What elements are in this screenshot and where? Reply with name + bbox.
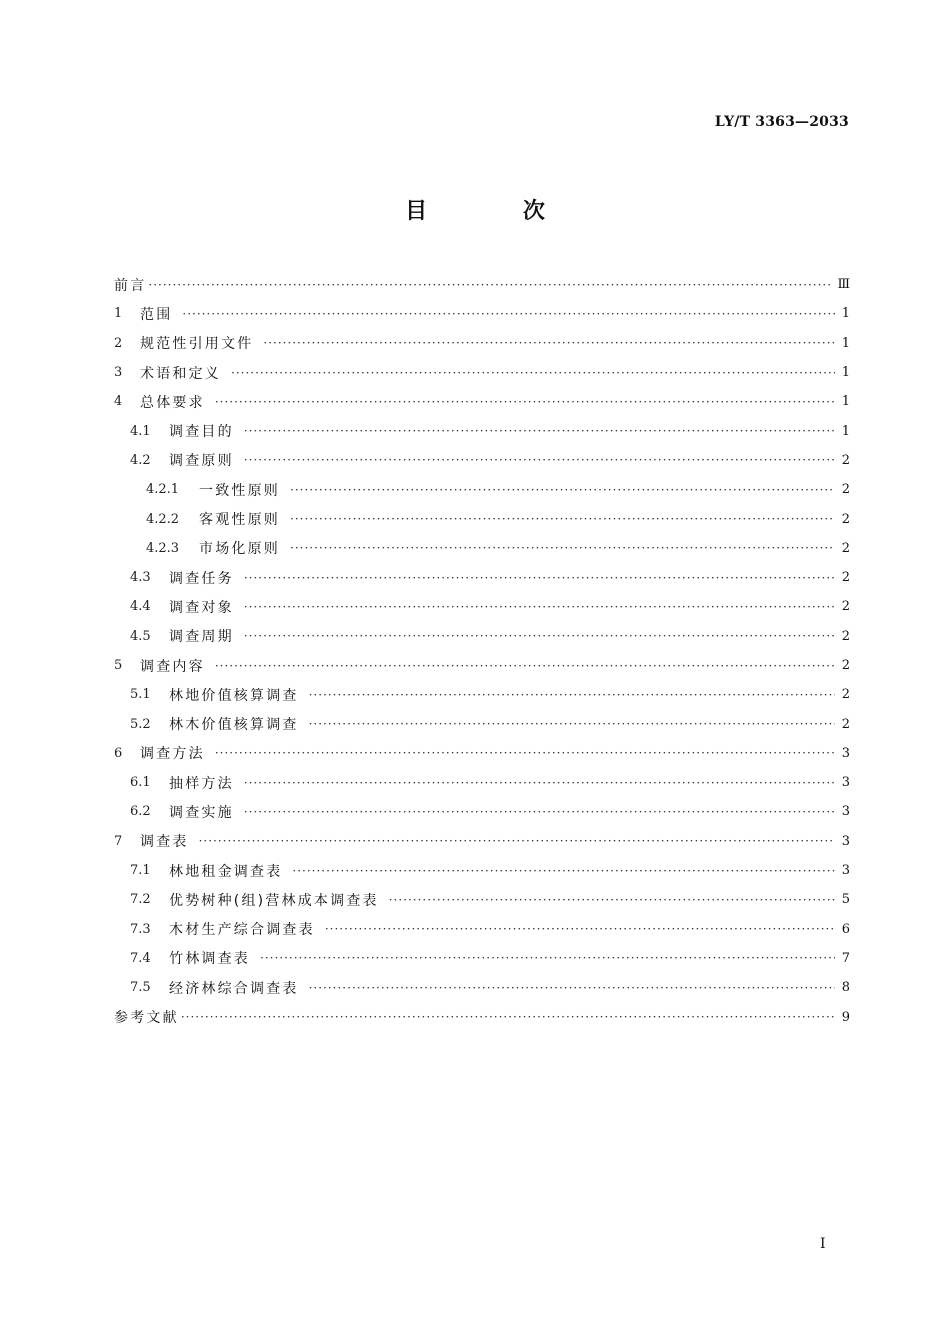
toc-entry-number: 7.3 (130, 921, 151, 937)
toc-entry[interactable] (114, 504, 850, 533)
dot-leader (290, 511, 835, 527)
toc-entry[interactable] (114, 299, 850, 328)
dot-leader (181, 1009, 835, 1025)
dot-leader (182, 306, 835, 322)
toc-entry-number: 1 (114, 306, 123, 322)
toc-entry-number: 4.1 (130, 423, 151, 439)
dot-leader (199, 833, 835, 849)
toc-entry-number: 4.2.1 (146, 482, 180, 498)
toc-entry-number: 4.2 (130, 452, 151, 468)
dot-leader (244, 628, 835, 644)
toc-entry[interactable] (114, 592, 850, 621)
dot-leader (290, 482, 835, 498)
toc-entry[interactable] (114, 709, 850, 738)
toc-entry[interactable] (114, 446, 850, 475)
toc-entry-number: 7.2 (130, 892, 151, 908)
toc-entry-label: 调查方法 (140, 746, 205, 763)
dot-leader (215, 745, 835, 761)
toc-entry-label: 规范性引用文件 (140, 336, 254, 353)
toc-entry-number: 5.2 (130, 716, 151, 732)
toc-entry-page-number: 2 (841, 511, 850, 527)
toc-entry-label: 林木价值核算调查 (169, 717, 299, 734)
toc-entry-label: 优势树种(组)营林成本调查表 (169, 892, 379, 909)
toc-entry-number: 5 (114, 658, 123, 673)
toc-entry[interactable] (114, 739, 850, 768)
toc-entry[interactable] (114, 944, 850, 973)
toc-entry-number: 7 (114, 833, 123, 849)
toc-entry-number: 7.1 (130, 863, 151, 879)
dot-leader (292, 863, 835, 879)
toc-entry-page-number: 2 (841, 658, 850, 673)
dot-leader (260, 950, 835, 966)
dot-leader (309, 980, 835, 996)
toc-entry-label: 调查原则 (169, 453, 234, 470)
toc-entry-page-number: 2 (841, 452, 850, 468)
toc-entry-page-number: 2 (841, 599, 850, 615)
toc-entry-label: 抽样方法 (169, 775, 234, 792)
toc-entry-page-number: 3 (841, 775, 850, 791)
toc-entry[interactable] (114, 563, 850, 592)
toc-entry[interactable] (114, 534, 850, 563)
toc-entry-page-number: 9 (841, 1009, 850, 1025)
toc-entry[interactable] (114, 797, 850, 826)
toc-entry[interactable] (114, 358, 850, 387)
toc-entry[interactable] (114, 885, 850, 914)
toc-entry-page-number: 3 (841, 804, 850, 820)
toc-entry-page-number: 1 (841, 394, 850, 410)
toc-entry-page-number: Ⅲ (837, 277, 850, 293)
toc-entry-number: 6.2 (130, 804, 151, 820)
toc-entry-number: 4 (114, 394, 123, 410)
toc-entry-label: 调查内容 (140, 658, 205, 675)
toc-entry-label: 调查对象 (169, 599, 234, 616)
toc-entry-page-number: 1 (841, 423, 850, 439)
toc-entry-page-number: 2 (841, 628, 850, 644)
toc-entry-page-number: 1 (841, 335, 850, 351)
toc-entry-page-number: 5 (841, 892, 850, 908)
dot-leader (244, 775, 835, 791)
dot-leader (263, 335, 835, 351)
dot-leader (309, 716, 835, 732)
dot-leader (325, 921, 835, 937)
toc-entry[interactable] (114, 1002, 850, 1031)
toc-entry-page-number: 1 (841, 365, 850, 381)
toc-entry-number: 6 (114, 745, 123, 761)
toc-entry-label: 总体要求 (140, 394, 205, 411)
toc-entry[interactable] (114, 622, 850, 651)
toc-entry-number: 4.3 (130, 570, 151, 586)
toc-entry-label: 林地价值核算调查 (169, 687, 299, 704)
toc-entry-number: 3 (114, 365, 123, 381)
toc-entry-label: 经济林综合调查表 (169, 980, 299, 997)
dot-leader (309, 687, 835, 703)
toc-entry[interactable] (114, 475, 850, 504)
toc-entry[interactable] (114, 387, 850, 416)
toc-entry-page-number: 3 (841, 833, 850, 849)
toc-entry-page-number: 7 (841, 950, 850, 966)
toc-entry[interactable] (114, 856, 850, 885)
toc-entry-label: 调查实施 (169, 804, 234, 821)
toc-entry-label: 范围 (140, 306, 173, 323)
toc-entry-page-number: 3 (841, 745, 850, 761)
toc-entry-label: 一致性原则 (199, 482, 280, 499)
dot-leader (215, 394, 835, 410)
toc-entry[interactable] (114, 915, 850, 944)
toc-entry-label: 林地租金调查表 (169, 863, 283, 880)
toc-entry-page-number: 2 (841, 687, 850, 703)
dot-leader (244, 599, 835, 615)
toc-entry-page-number: 2 (841, 540, 850, 556)
toc-entry[interactable] (114, 768, 850, 797)
toc-entry-number: 7.4 (130, 950, 151, 966)
toc-entry-page-number: 8 (841, 980, 850, 996)
dot-leader (148, 277, 832, 293)
standard-code: LY/T 3363—2033 (714, 114, 849, 130)
toc-entry-label: 木材生产综合调查表 (169, 922, 315, 939)
dot-leader (244, 423, 835, 439)
toc-entry-page-number: 6 (841, 921, 850, 937)
toc-entry-number: 5.1 (130, 687, 151, 703)
toc-entry-label: 调查任务 (169, 570, 234, 587)
dot-leader (244, 804, 835, 820)
toc-entry-page-number: 3 (841, 863, 850, 879)
toc-entry[interactable] (114, 329, 850, 358)
toc-entry[interactable] (114, 416, 850, 445)
toc-entry-page-number: 2 (841, 716, 850, 732)
toc-entry-number: 6.1 (130, 775, 151, 791)
dot-leader (244, 570, 835, 586)
page-folio: I (820, 1236, 826, 1252)
toc-entry-label: 客观性原则 (199, 512, 280, 529)
toc-entry-label: 前言 (114, 277, 147, 294)
toc-entry-page-number: 2 (841, 482, 850, 498)
toc-entry[interactable] (114, 651, 850, 680)
dot-leader (244, 452, 835, 468)
page-title: 目 次 (405, 199, 589, 224)
toc-entry-label: 参考文献 (114, 1010, 179, 1027)
dot-leader (215, 658, 835, 674)
toc-entry[interactable] (114, 827, 850, 856)
toc-entry[interactable] (114, 973, 850, 1002)
dot-leader (231, 365, 835, 381)
toc-entry-number: 4.2.3 (146, 540, 180, 556)
toc-entry-label: 竹林调查表 (169, 951, 250, 968)
dot-leader (389, 892, 835, 908)
table-of-contents (114, 270, 850, 1032)
toc-entry-page-number: 2 (841, 570, 850, 586)
toc-entry-number: 7.5 (130, 980, 151, 996)
toc-entry-number: 4.4 (130, 599, 151, 615)
toc-entry-number: 2 (114, 335, 123, 351)
toc-entry-label: 调查表 (140, 834, 189, 851)
toc-entry-label: 术语和定义 (140, 365, 221, 382)
toc-entry-number: 4.2.2 (146, 511, 180, 527)
toc-entry-label: 调查目的 (169, 424, 234, 441)
toc-entry-label: 调查周期 (169, 629, 234, 646)
toc-entry-number: 4.5 (130, 628, 151, 644)
toc-entry-page-number: 1 (841, 306, 850, 322)
toc-entry[interactable] (114, 270, 850, 299)
toc-entry[interactable] (114, 680, 850, 709)
dot-leader (290, 540, 835, 556)
toc-entry-label: 市场化原则 (199, 541, 280, 558)
